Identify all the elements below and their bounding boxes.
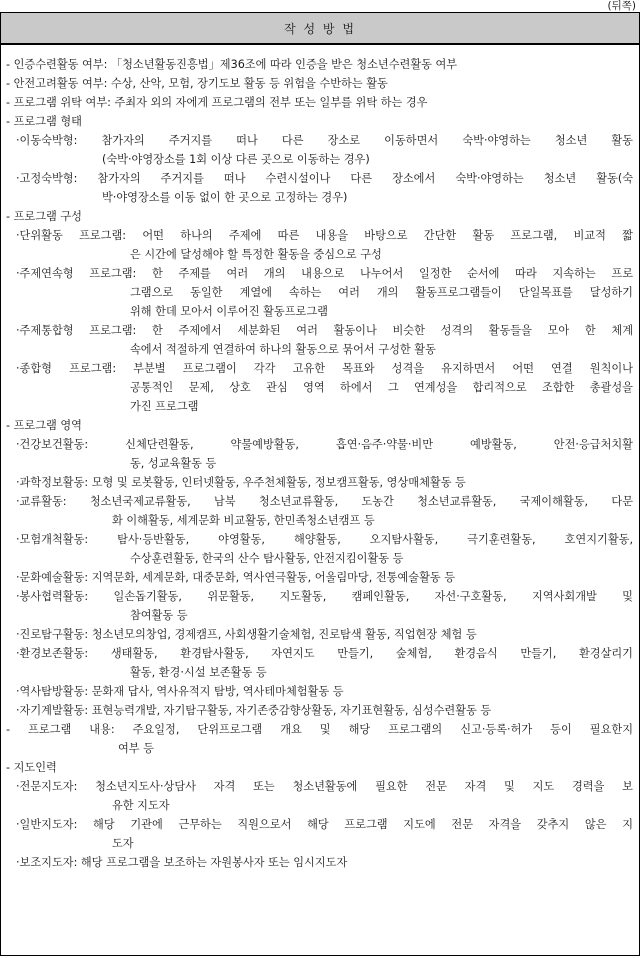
text-line: ·문화예술활동: 지역문화, 세계문화, 대중문화, 역사연극활동, 어울림마당, 전통예술활동 등 bbox=[16, 571, 456, 584]
text-line: ·보조지도자: 해당 프로그램을 보조하는 자원봉사자 또는 임시지도자 bbox=[16, 856, 348, 869]
text-line: 그램으로 동일한 계열에 속하는 여러 개의 활동프로그램들이 단일목표를 달성하기 bbox=[130, 286, 633, 299]
text-line: - 프로그램 위탁 여부: 주최자 외의 자에게 프로그램의 전부 또는 일부를 위탁 하는 경우 bbox=[6, 96, 428, 109]
section-item bbox=[6, 758, 633, 777]
text-line: ·종합형 프로그램: 부분별 프로그램이 각각 고유한 목표와 성격을 유지하면서 어떤 연결 원칙이나 bbox=[16, 362, 633, 375]
sub-item bbox=[6, 682, 633, 701]
text-line: ·단위활동 프로그램: 어떤 하나의 주제에 따른 내용을 바탕으로 간단한 활동 프로그램, 비교적 짧 bbox=[16, 229, 633, 242]
text-line: - 지도인력 bbox=[6, 761, 57, 774]
text-line: - 프로그램 형태 bbox=[6, 115, 82, 128]
sub-item bbox=[6, 777, 633, 815]
text-line: ·이동숙박형: 참가자의 주거지를 떠나 다른 장소로 이동하면서 숙박·야영하는 청소년 활동 bbox=[16, 134, 633, 147]
text-line: 활동, 환경·시설 보존활동 등 bbox=[130, 666, 267, 679]
text-line: - 인증수련활동 여부: 「청소년활동진흥법」제36조에 따라 인증을 받은 청소년수련활동 여부 bbox=[6, 58, 458, 71]
text-line: 공통적인 문제, 상호 관심 영역 하에서 그 연계성을 합리적으로 조합한 총괄성을 bbox=[130, 381, 633, 394]
text-line: - 프로그램 구성 bbox=[6, 210, 82, 223]
text-line: ·자기계발활동: 표현능력개발, 자기탐구활동, 자기존중감향상활동, 자기표현활동, 심성수련활동 등 bbox=[16, 704, 492, 717]
sub-item bbox=[6, 321, 633, 359]
text-line: 수상훈련활동, 한국의 산수 탐사활동, 안전지킴이활동 등 bbox=[130, 552, 404, 565]
text-line: 가진 프로그램 bbox=[130, 400, 199, 413]
text-line: ·진로탐구활동: 청소년모의창업, 경제캠프, 사회생활기술체험, 진로탐색 활동, 직업현장 체험 등 bbox=[16, 628, 477, 641]
sub-item bbox=[6, 644, 633, 682]
text-line: ·교류활동: 청소년국제교류활동, 남북 청소년교류활동, 도농간 청소년교류활동, 국제이해활동, 다문 bbox=[16, 495, 633, 508]
sub-item bbox=[6, 568, 633, 587]
text-line: ·주제연속형 프로그램: 한 주제를 여러 개의 내용으로 나누어서 일정한 순서에 따라 지속하는 프로 bbox=[16, 267, 633, 280]
instructions-body bbox=[1, 45, 639, 872]
section-item bbox=[6, 112, 633, 131]
text-line: ·건강보건활동: 신체단련활동, 약물예방활동, 흡연·음주·약물·비만 예방활동, 안전·응급처치활 bbox=[16, 438, 633, 451]
sub-item bbox=[6, 264, 633, 321]
text-line: 박·야영장소를 이동 없이 한 곳으로 고정하는 경우) bbox=[102, 191, 348, 204]
text-line: 유한 지도자 bbox=[112, 799, 170, 812]
sub-item bbox=[6, 131, 633, 169]
text-line: ·환경보존활동: 생태활동, 환경탐사활동, 자연지도 만들기, 숲체험, 환경음식 만들기, 환경살리기 bbox=[16, 647, 633, 660]
text-line: 동, 성교육활동 등 bbox=[130, 457, 217, 470]
text-line: 속에서 적절하게 연결하여 하나의 활동으로 묶어서 구성한 활동 bbox=[130, 343, 436, 356]
text-line: ·주제통합형 프로그램: 한 주제에서 세분화된 여러 활동이나 비슷한 성격의 활동들을 모아 한 체계 bbox=[16, 324, 633, 337]
text-line: ·과학정보활동: 모형 및 로봇활동, 인터넷활동, 우주천체활동, 정보캠프활동, 영상매체활동 등 bbox=[16, 476, 466, 489]
section-item bbox=[6, 93, 633, 112]
text-line: ·모험개척활동: 탐사·등반활동, 야영활동, 해양활동, 오지탐사활동, 극기훈련활동, 호연지기활동, bbox=[16, 533, 633, 546]
text-line: 도자 bbox=[112, 837, 134, 850]
sub-item bbox=[6, 492, 633, 530]
text-line: ·전문지도자: 청소년지도사·상담사 자격 또는 청소년활동에 필요한 전문 자격 및 지도 경력을 보 bbox=[16, 780, 633, 793]
text-line: 화 이해활동, 세계문화 비교활동, 한민족청소년캠프 등 bbox=[112, 514, 375, 527]
section-item bbox=[6, 720, 633, 758]
text-line: 은 시간에 달성해야 할 특정한 활동을 중심으로 구성 bbox=[130, 248, 382, 261]
text-line: ·봉사협력활동: 일손돕기활동, 위문활동, 지도활동, 캠페인활동, 자선·구호활동, 지역사회개발 및 bbox=[16, 590, 633, 603]
text-line: ·고정숙박형: 참가자의 주거지를 떠나 수련시설이나 다른 장소에서 숙박·야영하는 청소년 활동(숙 bbox=[16, 172, 633, 185]
text-line: (숙박·야영장소를 1회 이상 다른 곳으로 이동하는 경우) bbox=[102, 153, 370, 166]
sub-item bbox=[6, 435, 633, 473]
instructions-frame bbox=[0, 12, 640, 956]
sub-item bbox=[6, 587, 633, 625]
header-title: 작 성 방 법 bbox=[1, 13, 639, 45]
text-line: - 프로그램 내용: 주요일정, 단위프로그램 개요 및 해당 프로그램의 신고·등록·허가 등이 필요한지 bbox=[6, 723, 633, 736]
sub-item bbox=[6, 701, 633, 720]
text-line: 참여활동 등 bbox=[130, 609, 188, 622]
sub-item bbox=[6, 530, 633, 568]
text-line: ·일반지도자: 해당 기관에 근무하는 직원으로서 해당 프로그램 지도에 전문 자격을 갖추지 않은 지 bbox=[16, 818, 633, 831]
section-item bbox=[6, 74, 633, 93]
section-item bbox=[6, 416, 633, 435]
text-line: ·역사탐방활동: 문화재 답사, 역사유적지 탐방, 역사테마체험활동 등 bbox=[16, 685, 344, 698]
page-marker: (뒤쪽) bbox=[607, 0, 636, 12]
sub-item bbox=[6, 625, 633, 644]
text-line: 위해 한데 모아서 이루어진 활동프로그램 bbox=[130, 305, 328, 318]
sub-item bbox=[6, 815, 633, 853]
sub-item bbox=[6, 473, 633, 492]
section-item bbox=[6, 207, 633, 226]
sub-item bbox=[6, 359, 633, 416]
sub-item bbox=[6, 169, 633, 207]
section-item bbox=[6, 55, 633, 74]
text-line: - 프로그램 영역 bbox=[6, 419, 82, 432]
sub-item bbox=[6, 226, 633, 264]
sub-item bbox=[6, 853, 633, 872]
text-line: - 안전고려활동 여부: 수상, 산악, 모험, 장기도보 활동 등 위험을 수반하는 활동 bbox=[6, 77, 388, 90]
text-line: 여부 등 bbox=[118, 742, 154, 755]
